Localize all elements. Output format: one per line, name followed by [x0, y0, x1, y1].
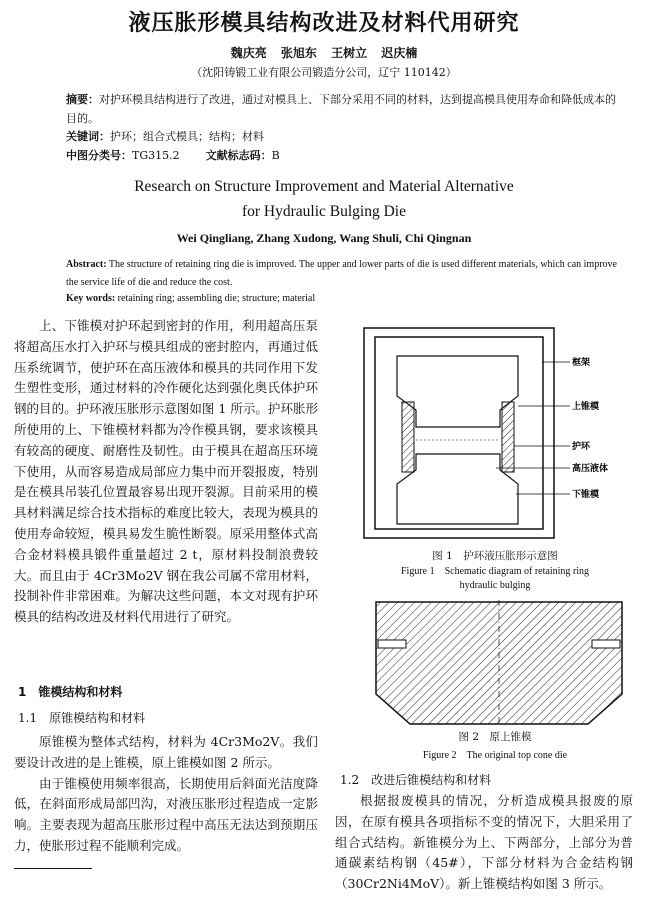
lower-cone-shape	[397, 454, 518, 524]
label-fluid: 高压液体	[572, 464, 609, 474]
upper-cone-shape	[397, 356, 518, 427]
section-1-heading: 1 锥模结构和材料	[18, 685, 123, 699]
abstract-en-text: The structure of retaining ring die is improved. The upper and lower parts of die is used different materials, which can improve the service life of die and reduce the cost.	[66, 259, 617, 288]
paragraph-1-1-a: 原锥模为整体式结构，材料为 4Cr3Mo2V。我们要设计改进的是上锥模，原上锥模如图 2 所示。	[14, 734, 318, 770]
abstract-cn	[66, 90, 621, 128]
section-1-1-heading: 1.1 原锥模结构和材料	[18, 711, 146, 725]
abstract-en-label: Abstract:	[66, 259, 107, 270]
label-upper-cone: 上锥模	[572, 402, 600, 412]
abstract-cn-text: 对护环模具结构进行了改进，通过对模具上、下部分采用不同的材料，达到提高模具使用寿命和降低成本的目的。	[66, 93, 616, 125]
figure-1-diagram	[350, 322, 640, 544]
ring-left	[402, 402, 414, 472]
paper-title-cn: 液压胀形模具结构改进及材料代用研究	[128, 11, 520, 36]
figure-2-diagram	[374, 600, 624, 726]
authors-en: Wei Qingliang, Zhang Xudong, Wang Shuli, Chi Qingnan	[176, 231, 472, 245]
lift-hole-right	[592, 640, 620, 648]
keywords-en-text: retaining ring; assembling die; structure; material	[117, 293, 316, 304]
keywords-en	[66, 293, 315, 304]
body-1-2	[335, 791, 633, 895]
keywords-cn	[66, 128, 264, 144]
keywords-cn-text: 护环；组合式模具；结构；材料	[110, 130, 264, 143]
paragraph-1-2: 根据报废模具的情况，分析造成模具报废的原因，在原有模具各项指标不变的情况下，大胆采用了组合式结构。新锥模分为上、下两部分，上部分为普通碳素结构钢（45#），下部分材料为合金结构钢（30Cr2Ni4MoV）。新上锥模结构如图 3 所示。	[335, 793, 633, 892]
body-1-1	[14, 732, 318, 857]
figure-2-caption-cn: 图 2 原上锥模	[458, 731, 532, 743]
affiliation-cn: （沈阳铸锻工业有限公司锻造分公司，辽宁 110142）	[191, 66, 457, 79]
authors-cn: 魏庆亮 张旭东 王树立 迟庆楠	[230, 46, 418, 60]
figure-1-caption-cn: 图 1 护环液压胀形示意图	[432, 550, 558, 562]
classification-cn	[66, 147, 280, 163]
intro-paragraph: 上、下锥模对护环起到密封的作用，利用超高压泵将超高压水打入护环与模具组成的密封腔内，再通过低压系统调节，使护环在高压液体和模具的共同作用下发生塑性变形，通过材料的冷作硬化达到强化奥氏体护环钢的目的。护环液压胀形示意图如图 1 所示。护环胀形所使用的上、下锥模材料都为冷作模具钢，要求该模具有较高的硬度、耐磨性及韧性。由于模具在超高压环境下使用，从而容易造成局部应力集中而开裂报废，特别是在模具吊装孔位置最容易出现开裂源。目前采用的模具材料满足综合技术指标的难度比较大，表现为模具的使用寿命较短，模具易发生脆性断裂。原采用整体式高合金材料模具锻件重量超过 2 t，原材料投制浪费较大。而且由于 4Cr3Mo2V 钢在我公司属不常用材料，投制补件非常困难。为解决这些问题，本文对现有护环模具的结构改进及材料代用进行了研究。	[14, 318, 318, 625]
paragraph-1-1-b: 由于锥模使用频率很高，长期使用后斜面光洁度降低，在斜面形成局部凹沟，对液压胀形过程造成一定影响。主要表现为超高压胀形过程中高压无法达到预期压力，使胀形过程不能顺利完成。	[14, 775, 318, 853]
abstract-en	[66, 256, 621, 292]
keywords-en-label: Key words:	[66, 293, 116, 304]
label-lower-cone: 下锥模	[572, 490, 600, 500]
footnote-rule	[14, 868, 92, 869]
doc-code-label: 文献标志码：	[205, 149, 272, 162]
title-en-line2: for Hydraulic Bulging Die	[241, 203, 406, 220]
label-ring: 护环	[572, 442, 591, 452]
body-intro	[14, 316, 318, 628]
section-1-2-heading: 1.2 改进后锥模结构和材料	[340, 773, 492, 787]
classification-label: 中图分类号：	[66, 149, 132, 162]
keywords-cn-label: 关键词：	[66, 130, 110, 143]
doc-code-value: B	[271, 149, 280, 162]
figure-2-caption-en: Figure 2 The original top cone die	[422, 750, 568, 761]
figure-1-caption-en-line1: Figure 1 Schematic diagram of retaining ring	[400, 566, 589, 577]
title-en-line1: Research on Structure Improvement and Material Alternative	[134, 178, 514, 195]
paper-title-en	[0, 174, 648, 224]
abstract-cn-label: 摘要：	[66, 93, 99, 106]
label-frame: 框架	[572, 358, 591, 368]
classification-value: TG315.2	[132, 149, 180, 162]
figure-1-caption-en-line2: hydraulic bulging	[459, 580, 531, 591]
figure-1-caption-en	[345, 565, 645, 593]
lift-hole-left	[378, 640, 406, 648]
ring-right	[502, 402, 514, 472]
